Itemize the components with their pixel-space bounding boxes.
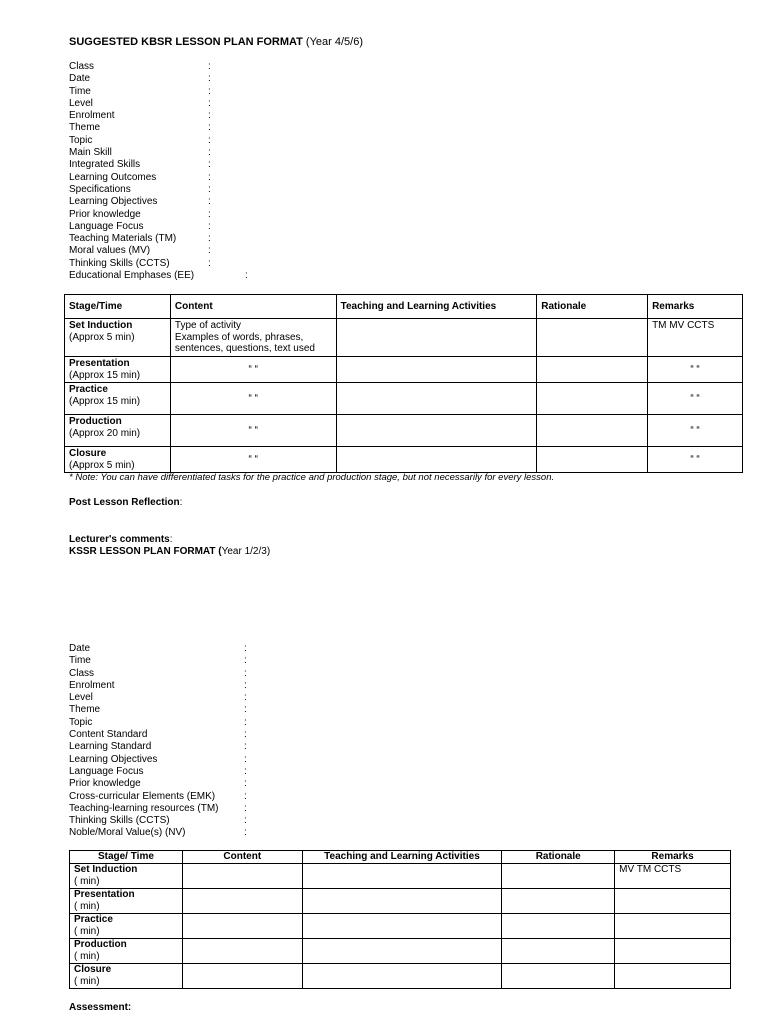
field-colon: :	[208, 183, 211, 195]
field-row	[69, 257, 211, 270]
stage-name: Presentation	[74, 889, 135, 900]
table-row	[70, 889, 731, 914]
kbsr-fields	[69, 61, 248, 282]
stage-cell	[65, 447, 171, 473]
field-row	[69, 134, 211, 147]
field-colon: :	[244, 815, 247, 827]
content-cell	[170, 357, 336, 383]
table-row	[70, 914, 731, 939]
field-colon: :	[244, 827, 247, 839]
field-colon: :	[244, 643, 247, 654]
stage-cell	[65, 357, 171, 383]
field-label: Enrolment	[69, 110, 115, 122]
field-label: Learning Objectives	[69, 753, 158, 765]
field-colon: :	[208, 245, 211, 257]
kbsr-table-header	[65, 295, 743, 319]
content-line: “ “	[248, 453, 258, 465]
field-colon: :	[244, 741, 247, 753]
stage-name: Production	[74, 939, 127, 950]
field-row	[69, 147, 211, 159]
table-row	[70, 964, 731, 989]
field-label: Theme	[69, 704, 101, 716]
content-line: Examples of words, phrases,	[174, 331, 304, 343]
activities-cell	[302, 939, 502, 964]
field-colon: :	[208, 196, 211, 208]
field-label: Moral values (MV)	[69, 245, 151, 257]
field-colon: :	[208, 73, 211, 85]
field-row	[69, 61, 211, 73]
column-header: Content	[170, 295, 336, 319]
field-label: Topic	[69, 716, 93, 728]
field-label: Teaching Materials (TM)	[69, 233, 177, 245]
stage-cell	[70, 964, 183, 989]
field-colon: :	[244, 790, 247, 802]
field-row	[69, 655, 247, 667]
field-label: Thinking Skills (CCTS)	[69, 257, 170, 269]
stage-time: (Approx 15 min)	[69, 369, 141, 381]
field-colon: :	[208, 147, 211, 159]
field-label: Thinking Skills (CCTS)	[69, 815, 170, 827]
stage-name: Practice	[69, 384, 108, 395]
field-colon: :	[208, 171, 211, 183]
field-row	[69, 196, 211, 208]
kssr-fields	[69, 643, 247, 840]
activities-cell	[302, 914, 502, 939]
field-row	[69, 802, 247, 815]
rationale-cell	[502, 964, 615, 989]
field-colon: :	[245, 270, 248, 282]
content-cell	[170, 319, 336, 357]
remarks-cell: TM MV CCTS	[648, 319, 743, 357]
content-line: sentences, questions, text used	[174, 343, 315, 354]
activities-cell	[302, 889, 502, 914]
field-row	[69, 122, 211, 134]
activities-cell	[336, 357, 537, 383]
field-colon: :	[244, 692, 247, 704]
field-row	[69, 233, 211, 245]
field-row	[69, 245, 211, 257]
field-colon: :	[244, 716, 247, 728]
field-colon: :	[208, 134, 211, 146]
field-label: Time	[69, 85, 91, 97]
content-cell	[182, 939, 302, 964]
rationale-cell	[537, 383, 648, 415]
stage-name: Closure	[69, 448, 107, 459]
field-row	[69, 765, 247, 778]
column-header: Stage/Time	[65, 295, 171, 319]
stage-time: (Approx 5 min)	[69, 459, 135, 471]
field-colon: :	[244, 704, 247, 716]
field-row	[69, 97, 211, 110]
field-label: Learning Objectives	[69, 196, 158, 208]
stage-name: Production	[69, 416, 122, 427]
field-row	[69, 790, 247, 803]
column-header: Rationale	[502, 851, 615, 864]
field-label: Level	[69, 97, 93, 109]
field-row	[69, 85, 211, 98]
field-label: Prior knowledge	[69, 208, 141, 220]
field-colon: :	[244, 667, 247, 679]
field-row	[69, 679, 247, 692]
content-cell	[182, 889, 302, 914]
kbsr-lesson-table	[64, 294, 743, 473]
field-label: Class	[69, 667, 95, 679]
remarks-cell	[615, 889, 731, 914]
post-lesson-reflection: Post Lesson Reflection:	[69, 497, 183, 508]
field-label: Learning Outcomes	[69, 171, 157, 183]
field-label: Language Focus	[69, 765, 144, 777]
field-row	[69, 753, 247, 766]
field-row	[69, 110, 211, 122]
stage-cell	[65, 415, 171, 447]
activities-cell	[336, 447, 537, 473]
content-line: Type of activity	[174, 320, 242, 331]
stage-time: ( min)	[74, 901, 100, 912]
stage-time: (Approx 20 min)	[69, 427, 141, 439]
activities-cell	[336, 415, 537, 447]
note: * Note: You can have differentiated tasks for the practice and production stage, but not necessarily for every lesson.	[69, 472, 555, 483]
field-row	[69, 778, 247, 790]
content-line: “ “	[248, 392, 258, 404]
activities-cell	[336, 383, 537, 415]
stage-cell	[70, 939, 183, 964]
table-row	[65, 357, 743, 383]
rationale-cell	[537, 319, 648, 357]
stage-name: Set Induction	[69, 320, 133, 331]
table-row	[65, 319, 743, 357]
column-header: Stage/ Time	[70, 851, 183, 864]
field-label: Theme	[69, 122, 101, 134]
field-row	[69, 667, 247, 680]
column-header: Remarks	[648, 295, 743, 319]
stage-cell	[70, 914, 183, 939]
field-row	[69, 183, 211, 196]
stage-cell	[65, 319, 171, 357]
field-row	[69, 159, 211, 171]
stage-time: ( min)	[74, 976, 100, 987]
table-row	[65, 447, 743, 473]
column-header: Teaching and Learning Activities	[336, 295, 537, 319]
lecturers-comments: Lecturer's comments:	[69, 534, 173, 545]
field-row	[69, 208, 211, 221]
field-colon: :	[208, 159, 211, 171]
column-header: Content	[182, 851, 302, 864]
field-colon: :	[208, 220, 211, 232]
field-label: Time	[69, 655, 91, 667]
field-colon: :	[244, 729, 247, 741]
stage-time: ( min)	[74, 876, 100, 887]
table-row	[70, 864, 731, 889]
remarks-cell: “ “	[648, 357, 743, 383]
field-colon: :	[208, 110, 211, 122]
field-label: Integrated Skills	[69, 159, 141, 171]
rationale-cell	[537, 447, 648, 473]
remarks-cell	[615, 939, 731, 964]
field-label: Specifications	[69, 183, 131, 195]
field-label: Noble/Moral Value(s) (NV)	[69, 827, 186, 839]
content-line: “ “	[248, 363, 258, 375]
field-colon: :	[244, 778, 247, 790]
stage-time: ( min)	[74, 926, 100, 937]
field-colon: :	[244, 802, 247, 814]
field-colon: :	[244, 679, 247, 691]
stage-name: Presentation	[69, 358, 130, 369]
field-row	[69, 643, 247, 655]
stage-name: Practice	[74, 914, 113, 925]
remarks-cell: “ “	[648, 383, 743, 415]
activities-cell	[302, 864, 502, 889]
remarks-cell	[615, 964, 731, 989]
field-row	[69, 815, 247, 827]
rationale-cell	[502, 889, 615, 914]
field-label: Date	[69, 643, 91, 654]
activities-cell	[336, 319, 537, 357]
field-label: Date	[69, 73, 91, 85]
rationale-cell	[537, 415, 648, 447]
field-colon: :	[208, 85, 211, 97]
field-colon: :	[208, 61, 211, 72]
field-label: Level	[69, 692, 93, 704]
column-header: Rationale	[537, 295, 648, 319]
field-label: Enrolment	[69, 679, 115, 691]
field-row	[69, 729, 247, 741]
kssr-table-header	[70, 851, 731, 864]
stage-cell	[70, 889, 183, 914]
stage-time: ( min)	[74, 951, 100, 962]
column-header: Teaching and Learning Activities	[302, 851, 502, 864]
kssr-title-year: Year 1/2/3)	[221, 546, 271, 557]
field-colon: :	[244, 655, 247, 667]
field-label: Learning Standard	[69, 741, 152, 753]
kssr-title-bold: KSSR LESSON PLAN FORMAT (	[69, 546, 222, 557]
field-colon: :	[208, 97, 211, 109]
column-header: Remarks	[615, 851, 731, 864]
rationale-cell	[502, 939, 615, 964]
rationale-cell	[502, 914, 615, 939]
field-colon: :	[208, 208, 211, 220]
field-label: Class	[69, 61, 95, 72]
stage-cell	[65, 383, 171, 415]
assessment-label: Assessment:	[69, 1002, 132, 1013]
kbsr-title	[69, 36, 363, 48]
field-row	[69, 741, 247, 753]
field-row	[69, 692, 247, 704]
kssr-lesson-table	[69, 850, 731, 989]
field-label: Content Standard	[69, 729, 148, 741]
activities-cell	[302, 964, 502, 989]
field-colon: :	[208, 233, 211, 245]
kbsr-title-bold: SUGGESTED KBSR LESSON PLAN FORMAT	[69, 36, 303, 48]
field-row	[69, 220, 211, 233]
content-cell	[182, 864, 302, 889]
remarks-cell	[615, 914, 731, 939]
content-cell	[170, 447, 336, 473]
field-label: Prior knowledge	[69, 778, 141, 790]
field-colon: :	[208, 122, 211, 134]
content-cell	[170, 415, 336, 447]
content-cell	[182, 964, 302, 989]
table-row	[70, 939, 731, 964]
field-row	[69, 704, 247, 716]
stage-name: Closure	[74, 964, 112, 975]
remarks-cell: “ “	[648, 415, 743, 447]
stage-cell	[70, 864, 183, 889]
content-cell	[170, 383, 336, 415]
stage-time: (Approx 15 min)	[69, 395, 141, 407]
field-label: Teaching-learning resources (TM)	[69, 802, 219, 814]
field-row	[69, 171, 211, 184]
field-colon: :	[244, 753, 247, 765]
rationale-cell	[537, 357, 648, 383]
table-row	[65, 383, 743, 415]
rationale-cell	[502, 864, 615, 889]
field-row	[69, 716, 247, 729]
field-label: Main Skill	[69, 147, 112, 159]
content-cell	[182, 914, 302, 939]
content-line: “ “	[248, 424, 258, 436]
field-colon: :	[208, 257, 211, 269]
stage-name: Set Induction	[74, 864, 138, 875]
field-label: Language Focus	[69, 220, 144, 232]
field-colon: :	[244, 765, 247, 777]
table-row	[65, 415, 743, 447]
kbsr-title-year: (Year 4/5/6)	[302, 36, 364, 48]
kssr-title	[69, 546, 270, 557]
remarks-cell: MV TM CCTS	[615, 864, 731, 889]
field-row	[69, 270, 248, 282]
field-label: Cross-curricular Elements (EMK)	[69, 790, 216, 802]
field-row	[69, 827, 247, 839]
field-label: Topic	[69, 134, 93, 146]
remarks-cell: “ “	[648, 447, 743, 473]
field-label: Educational Emphases (EE)	[69, 270, 195, 282]
field-row	[69, 73, 211, 85]
stage-time: (Approx 5 min)	[69, 331, 135, 343]
